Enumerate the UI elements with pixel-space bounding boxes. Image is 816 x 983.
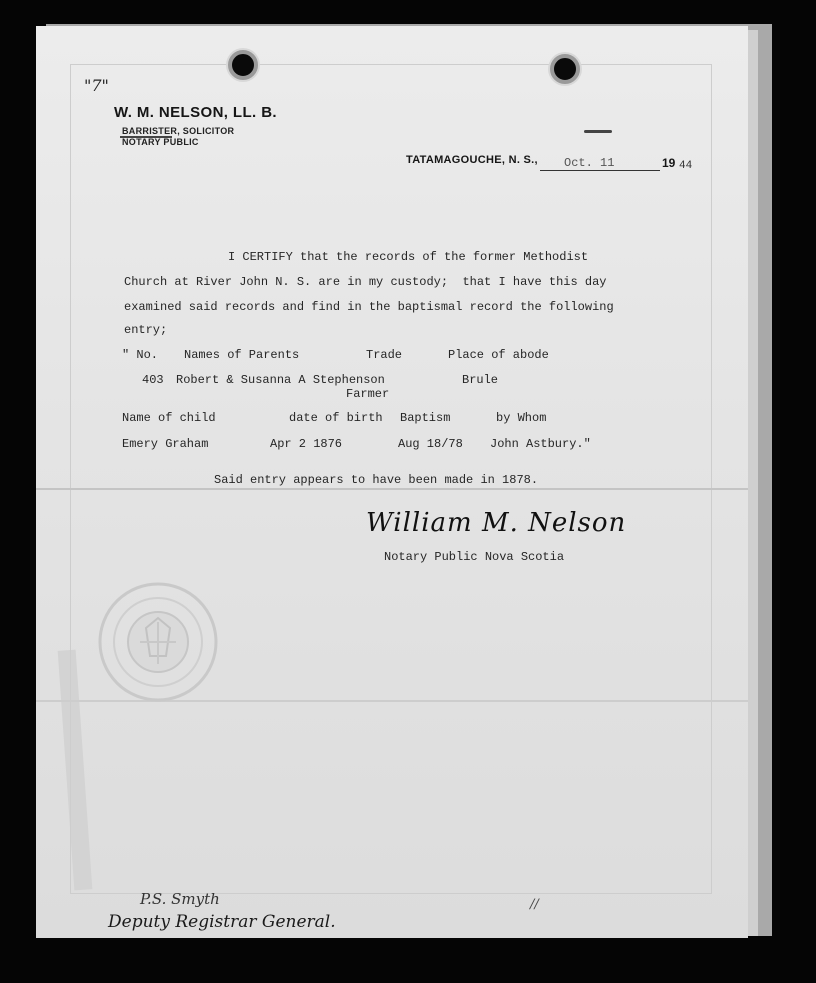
letterhead-line-notary: NOTARY PUBLIC [122, 137, 199, 147]
body-line-1: I CERTIFY that the records of the former Methodist [228, 250, 589, 264]
entry-baptism-date: Aug 18/78 [398, 437, 463, 451]
notary-signature: William M. Nelson [366, 508, 627, 538]
place-heading: TATAMAGOUCHE, N. S., [406, 154, 538, 166]
entry-child-name: Emery Graham [122, 437, 209, 451]
entry-baptized-by: John Astbury." [490, 437, 591, 451]
body-line-4: entry; [124, 323, 168, 337]
entry-birth-date: Apr 2 1876 [270, 437, 343, 451]
table-header-by-whom: by Whom [496, 411, 547, 425]
body-line-3: examined said records and find in the baptismal record the following [124, 300, 614, 314]
entry-abode: Brule [462, 373, 499, 387]
letterhead-line-barrister: BARRISTER, SOLICITOR [122, 126, 235, 136]
table-header-abode: Place of abode [448, 348, 549, 362]
entry-parents: Robert & Susanna A Stephenson [176, 373, 385, 387]
table-header-dob: date of birth [289, 411, 383, 425]
footer-statement: Said entry appears to have been made in 1878. [214, 473, 539, 487]
bottom-initials: P.S. Smyth [140, 890, 220, 908]
table-header-trade: Trade [366, 348, 403, 362]
table-header-baptism: Baptism [400, 411, 451, 425]
deputy-registrar-note: Deputy Registrar General. [108, 912, 336, 932]
year-printed: 19 [662, 156, 676, 170]
pen-mark [584, 130, 612, 133]
date-typed: Oct. 11 [564, 156, 615, 170]
table-header-child: Name of child [122, 411, 216, 425]
fold-line [36, 488, 748, 490]
body-line-2: Church at River John N. S. are in my custody; that I have this day [124, 275, 607, 289]
date-line [540, 170, 660, 171]
table-header-no: " No. [122, 348, 159, 362]
pen-tick-mark: // [530, 897, 539, 912]
punch-hole-icon [228, 50, 258, 80]
corner-number: "7" [84, 76, 109, 95]
table-header-parents: Names of Parents [184, 348, 300, 362]
entry-trade: Farmer [346, 387, 390, 401]
entry-number: 403 [142, 373, 164, 387]
year-typed: 44 [679, 160, 693, 172]
letterhead-name: W. M. NELSON, LL. B. [114, 104, 277, 121]
punch-hole-icon [550, 54, 580, 84]
signature-title: Notary Public Nova Scotia [384, 550, 565, 564]
embossed-seal-icon [94, 578, 222, 706]
